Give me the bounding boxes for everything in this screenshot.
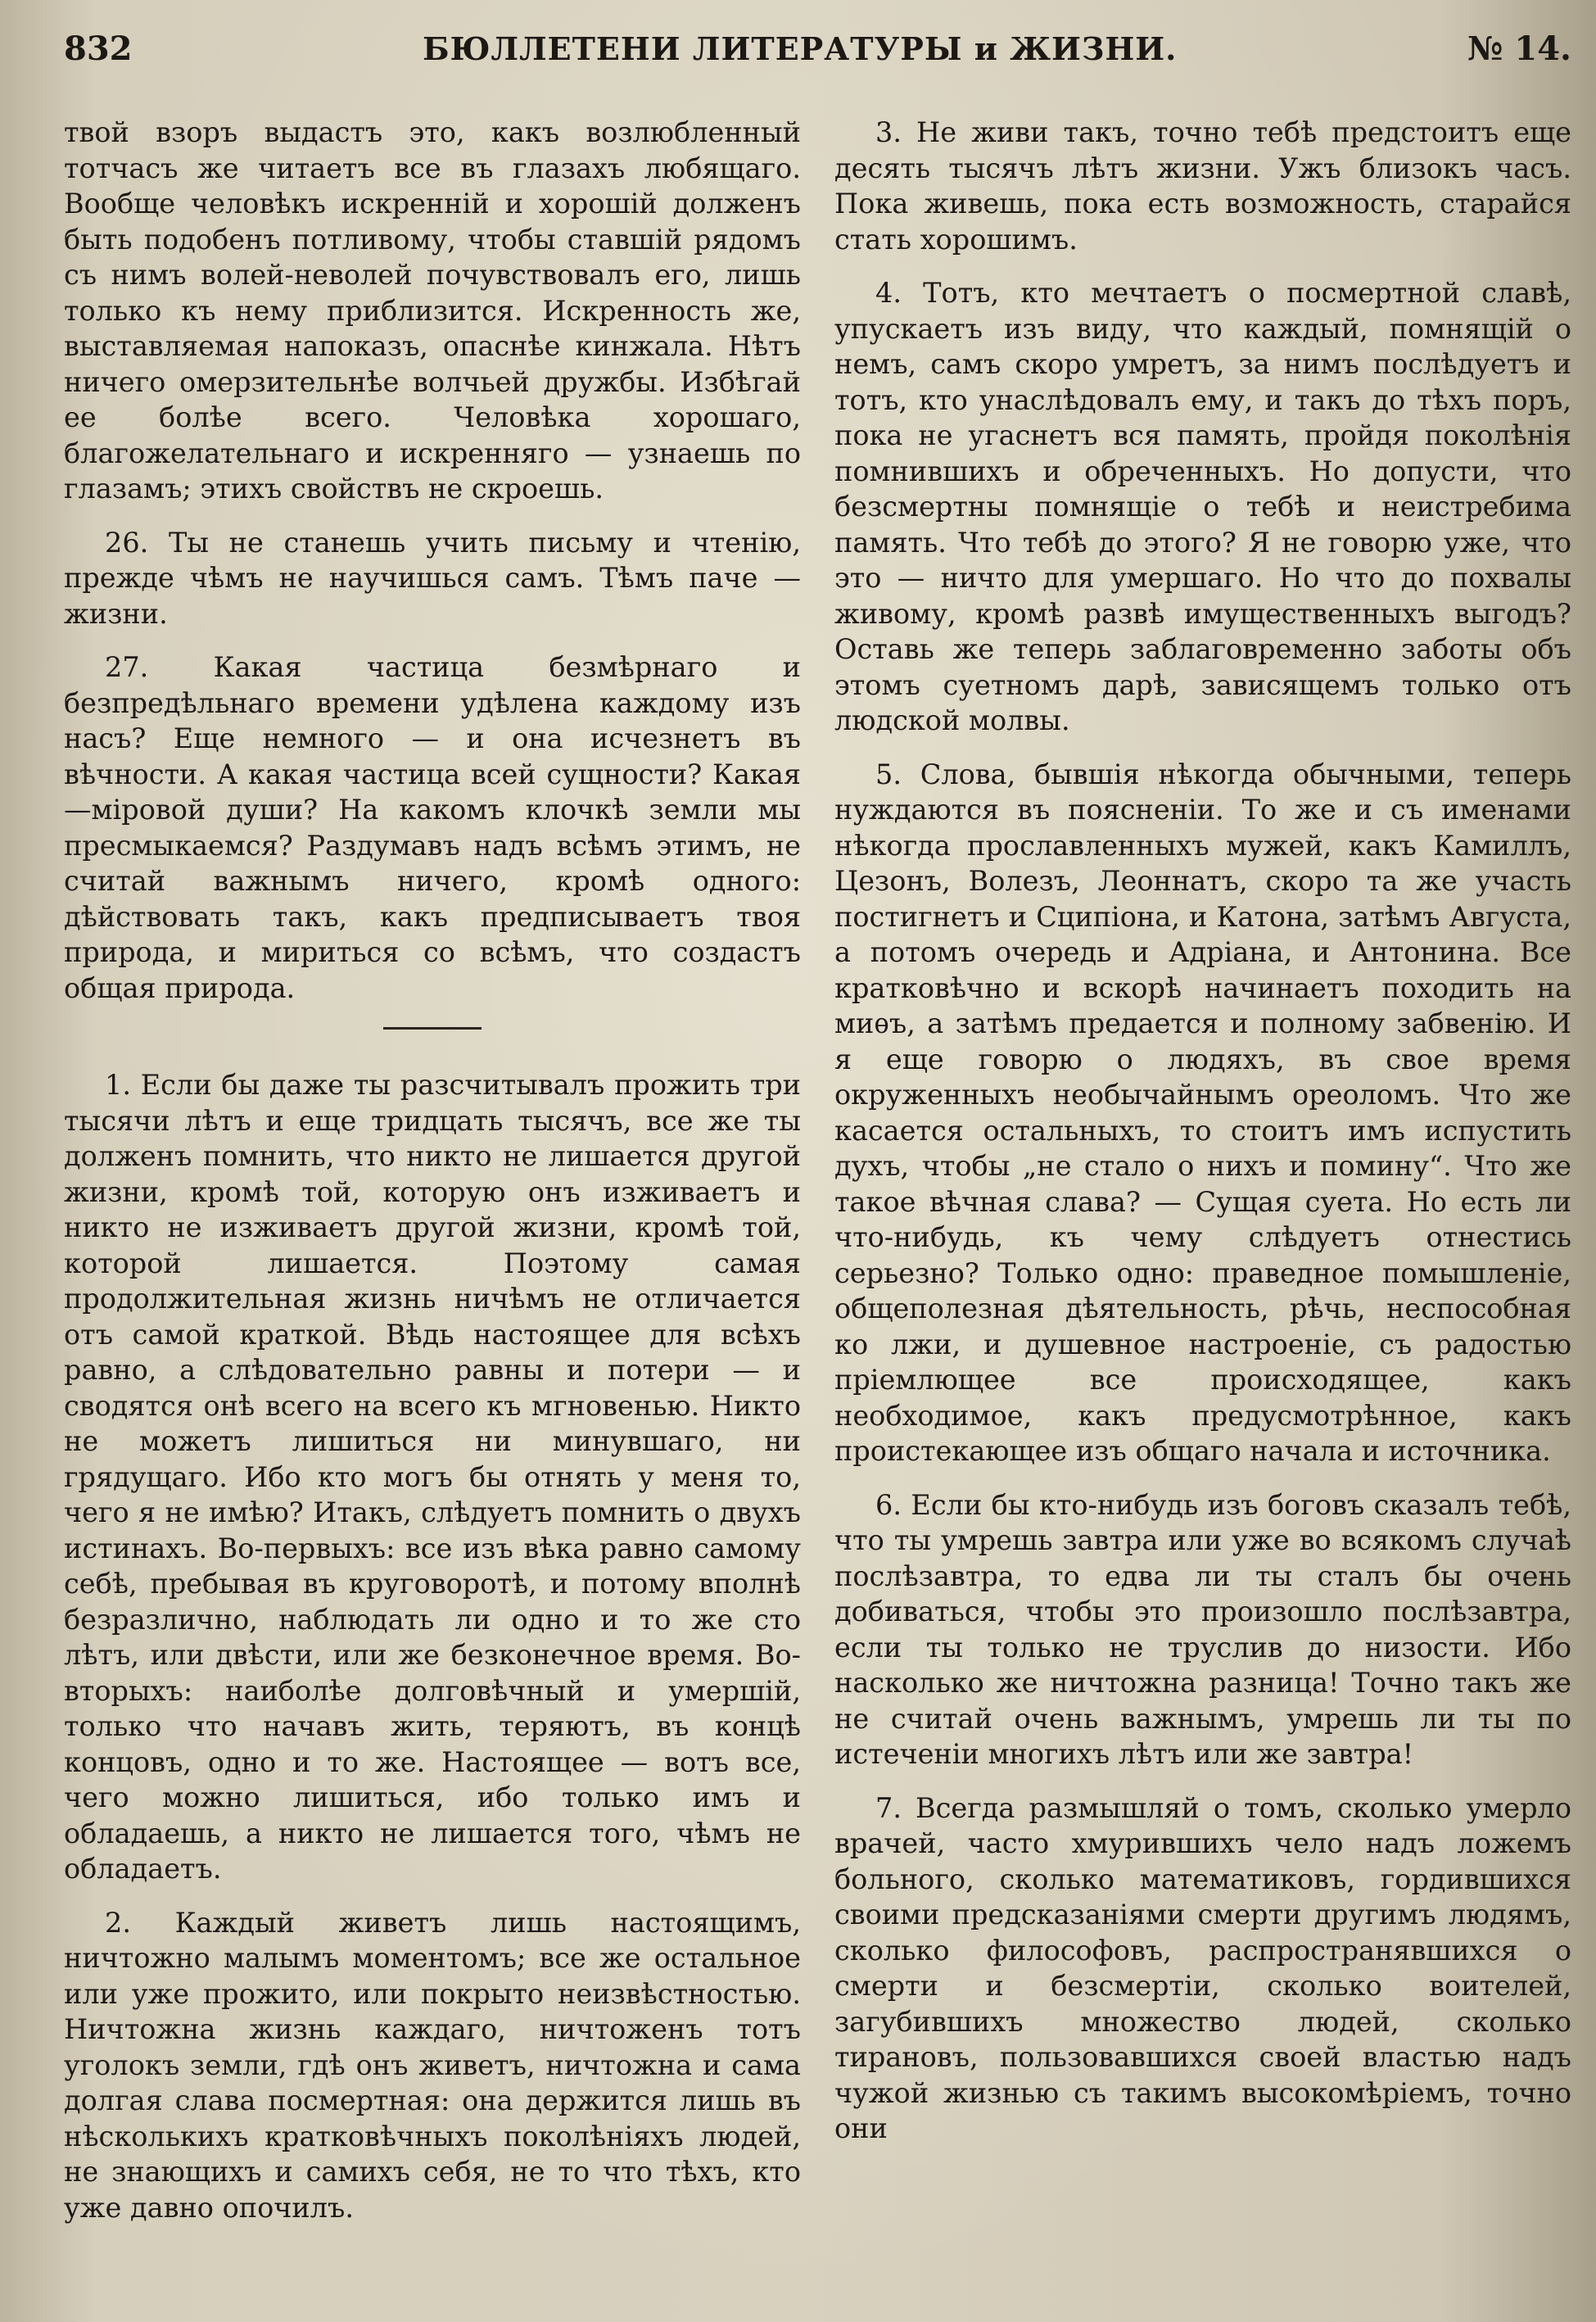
paragraph: твой взоръ выдастъ это, какъ возлюбленный тотчасъ же читаетъ все въ глазахъ любящаго. Вообще человѣкъ искренній и хорошій долженъ быть подобенъ потливому, чтобы ставшій рядомъ съ нимъ волей-неволей почувствовалъ его, лишь только къ нему приблизится. Искренность же, выставляемая напоказъ, опаснѣе кинжала. Нѣтъ ничего омерзительнѣе волчьей дружбы. Избѣгай ее болѣе всего. Человѣка хорошаго, благожелательнаго и искренняго — узнаешь по глазамъ; этихъ свойствъ не скроешь. bbox=[64, 116, 801, 505]
text-columns bbox=[64, 115, 1571, 2243]
page-number: 832 bbox=[64, 29, 133, 68]
journal-title: БЮЛЛЕТЕНИ ЛИТЕРАТУРЫ и ЖИЗНИ. bbox=[423, 30, 1178, 67]
paragraph-27: 27. Какая частица безмѣрнаго и безпредѣльнаго времени удѣлена каждому изъ насъ? Еще немного — и она исчезнетъ въ вѣчности. А какая частица всей сущности? Какая—міровой души? На какомъ клочкѣ земли мы пресмыкаемся? Раздумавъ надъ всѣмъ этимъ, не считай важнымъ ничего, кромѣ одного: дѣйствовать такъ, какъ предписываетъ твоя природа, и мириться со всѣмъ, что создастъ общая природа. bbox=[64, 651, 801, 1004]
paragraph-5: 5. Слова, бывшія нѣкогда обычными, теперь нуждаются въ поясненіи. То же и съ именами нѣкогда прославленныхъ мужей, какъ Камиллъ, Цезонъ, Волезъ, Леоннатъ, скоро та же участь постигнетъ и Сципіона, и Катона, затѣмъ Августа, а потомъ очередь и Адріана, и Антонина. Все кратковѣчно и вскорѣ начинаетъ походить на миѳъ, а затѣмъ предается и полному забвенію. И я еще говорю о людяхъ, въ свое время окруженныхъ необычайнымъ ореоломъ. Что же касается остальныхъ, то стоитъ имъ испустить духъ, чтобы „не стало о нихъ и помину“. Что же такое вѣчная слава? — Сущая суета. Но есть ли что-нибудь, къ чему слѣдуетъ отнестись серьезно? Только одно: праведное помышленіе, общеполезная дѣятельность, рѣчь, неспособная ко лжи, и душевное настроеніе, съ радостью пріемлющее все происходящее, какъ необходимое, какъ предусмотрѣнное, какъ проистекающее изъ общаго начала и источника. bbox=[834, 758, 1571, 1467]
issue-number: № 14. bbox=[1467, 29, 1571, 68]
paragraph-2: 2. Каждый живетъ лишь настоящимъ, ничтожно малымъ моментомъ; все же остальное или уже прожито, или покрыто неизвѣстностью. Ничтожна жизнь каждаго, ничтоженъ тотъ уголокъ земли, гдѣ онъ живетъ, ничтожна и сама долгая слава посмертная: она держится лишь въ нѣсколькихъ кратковѣчныхъ поколѣніяхъ людей, не знающихъ и самихъ себя, не то что тѣхъ, кто уже давно опочилъ. bbox=[64, 1906, 801, 2224]
page-header bbox=[64, 29, 1571, 82]
paragraph-7: 7. Всегда размышляй о томъ, сколько умерло врачей, часто хмурившихъ чело надъ ложемъ больного, сколько математиковъ, гордившихся своими предсказаніями смерти другимъ людямъ, сколько философовъ, распространявшихся о смерти и безсмертіи, сколько воителей, загубившихъ множество людей, сколько тирановъ, пользовавшихся своей властью надъ чужой жизнью съ такимъ высокомѣріемъ, точно они bbox=[834, 1791, 1571, 2144]
paragraph-6: 6. Если бы кто-нибудь изъ боговъ сказалъ тебѣ, что ты умрешь завтра или уже во всякомъ случаѣ послѣзавтра, то едва ли ты сталъ бы очень добиваться, чтобы это произошло послѣзавтра, если ты только не труслив до низости. Ибо насколько же ничтожна разница! Точно такъ же не считай очень важнымъ, умрешь ли ты по истеченіи многихъ лѣтъ или же завтра! bbox=[834, 1488, 1571, 1770]
section-divider bbox=[383, 1027, 482, 1030]
paragraph-1: 1. Если бы даже ты разсчитывалъ прожить три тысячи лѣтъ и еще тридцать тысячъ, все же ты долженъ помнить, что никто не лишается другой жизни, кромѣ той, которую онъ изживаетъ и никто не изживаетъ другой жизни, кромѣ той, которой лишается. Поэтому самая продолжительная жизнь ничѣмъ не отличается отъ самой краткой. Вѣдь настоящее для всѣхъ равно, а слѣдовательно равны и потери — и сводятся онѣ всего на всего къ мгновенью. Никто не можетъ лишиться ни минувшаго, ни грядущаго. Ибо кто могъ бы отнять у меня то, чего я не имѣю? Итакъ, слѣдуетъ помнить о двухъ истинахъ. Во-первыхъ: все изъ вѣка равно самому себѣ, пребывая въ круговоротѣ, и потому вполнѣ безразлично, наблюдать ли одно и то же сто лѣтъ, или двѣсти, или же безконечное время. Во-вторыхъ: наиболѣе долговѣчный и умершій, только что начавъ жить, теряютъ, въ концѣ концовъ, одно и то же. Настоящее — вотъ все, чего можно лишиться, ибо только имъ и обладаешь, а никто не лишается того, чѣмъ не обладаетъ. bbox=[64, 1069, 801, 1885]
left-column bbox=[64, 115, 801, 2243]
right-column bbox=[834, 115, 1571, 2243]
paragraph-4: 4. Тотъ, кто мечтаетъ о посмертной славѣ, упускаетъ изъ виду, что каждый, помнящій о немъ, самъ скоро умретъ, за нимъ послѣдуетъ и тотъ, кто унаслѣдовалъ ему, и такъ до тѣхъ поръ, пока не угаснетъ вся память, пройдя поколѣнія помнившихъ и обреченныхъ. Но допусти, что безсмертны помнящіе о тебѣ и неистребима память. Что тебѣ до этого? Я не говорю уже, что это — ничто для умершаго. Но что до похвалы живому, кромѣ развѣ имущественныхъ выгодъ? Оставь же теперь заблаговременно заботы объ этомъ суетномъ дарѣ, зависящемъ только отъ людской молвы. bbox=[834, 277, 1571, 736]
paragraph-26: 26. Ты не станешь учить письму и чтенію, прежде чѣмъ не научишься самъ. Тѣмъ паче — жизни. bbox=[64, 526, 801, 630]
paragraph-3: 3. Не живи такъ, точно тебѣ предстоитъ еще десять тысячъ лѣтъ жизни. Ужъ близокъ часъ. Пока живешь, пока есть возможность, старайся стать хорошимъ. bbox=[834, 116, 1571, 256]
